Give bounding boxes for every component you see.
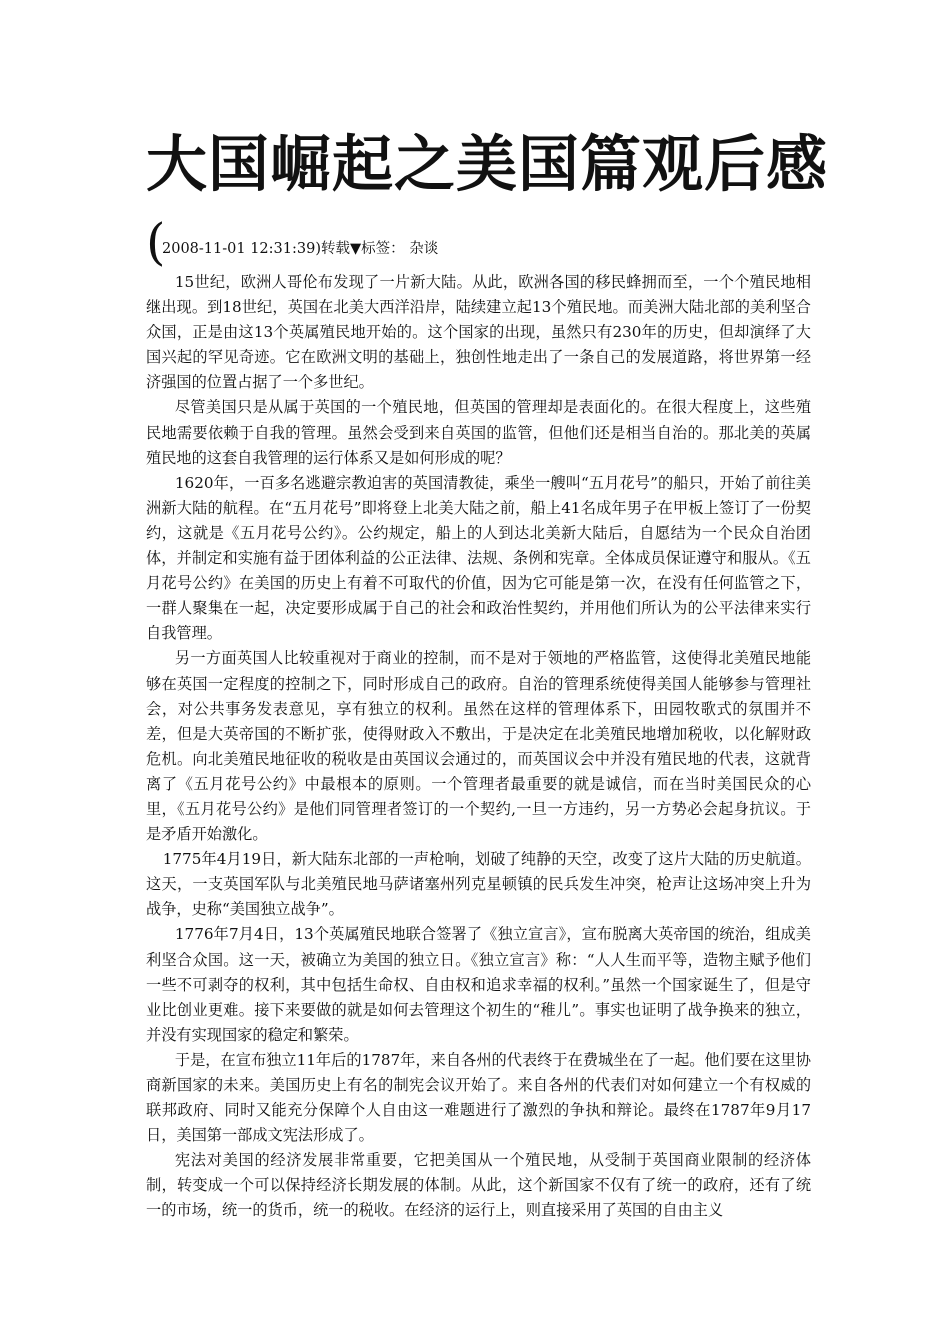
open-parenthesis: ( [146, 213, 166, 271]
post-date-and-tags: 2008-11-01 12:31:39)转载▼标签： 杂谈 [162, 241, 439, 257]
paragraph-6: 1776年7月4日，13个英属殖民地联合签署了《独立宣言》，宣布脱离大英帝国的统治，组成美利坚合众国。这一天，被确立为美国的独立日。《独立宣言》称：“人人生而平等，造物主赋予他们一些不可剥夺的权利，其中包括生命权、自由权和追求幸福的权利。”虽然一个国家诞生了，但是守业比创业更难。接下来要做的就是如何去管理这个初生的“稚儿”。事实也证明了战争换来的独立，并没有实现国家的稳定和繁荣。 [146, 925, 811, 1044]
page-title: 大国崛起之美国篇观后感 [146, 129, 829, 200]
paragraph-7: 于是，在宣布独立11年后的1787年，来自各州的代表终于在费城坐在了一起。他们要在这里协商新国家的未来。美国历史上有名的制宪会议开始了。来自各州的代表们对如何建立一个有权威的联邦政府、同时又能充分保障个人自由这一难题进行了激烈的争执和辩论。最终在1787年9月17日，美国第一部成文宪法形成了。 [146, 1050, 811, 1145]
paragraph-5: 1775年4月19日，新大陆东北部的一声枪响，划破了纯静的天空，改变了这片大陆的历史航道。这天，一支英国军队与北美殖民地马萨诸塞州列克星顿镇的民兵发生冲突，枪声让这场冲突上升为战争，史称“美国独立战争”。 [146, 850, 811, 919]
paragraph-4: 另一方面英国人比较重视对于商业的控制，而不是对于领地的严格监管，这使得北美殖民地能够在英国一定程度的控制之下，同时形成自己的政府。自治的管理系统使得美国人能够参与管理社会，对公共事务发表意见，享有独立的权利。虽然在这样的管理体系下，田园牧歌式的氛围并不差，但是大英帝国的不断扩张，使得财政入不敷出，于是决定在北美殖民地增加税收，以化解财政危机。向北美殖民地征收的税收是由英国议会通过的，而英国议会中并没有殖民地的代表，这就背离了《五月花号公约》中最根本的原则。一个管理者最重要的就是诚信，而在当时美国民众的心里，《五月花号公约》是他们同管理者签订的一个契约,一旦一方违约，另一方势必会起身抗议。于是矛盾开始激化。 [146, 649, 811, 844]
paragraph-3: 1620年，一百多名逃避宗教迫害的英国清教徒，乘坐一艘叫“五月花号”的船只，开始了前往美洲新大陆的航程。在“五月花号”即将登上北美大陆之前，船上41名成年男子在甲板上签订了一份契约，这就是《五月花号公约》。公约规定，船上的人到达北美新大陆后，自愿结为一个民众自治团体，并制定和实施有益于团体利益的公正法律、法规、条例和宪章。全体成员保证遵守和服从。《五月花号公约》在美国的历史上有着不可取代的价值，因为它可能是第一次，在没有任何监管之下，一群人聚集在一起，决定要形成属于自己的社会和政治性契约，并用他们所认为的公平法律来实行自我管理。 [146, 473, 811, 643]
paragraph-2: 尽管美国只是从属于英国的一个殖民地，但英国的管理却是表面化的。在很大程度上，这些殖民地需要依赖于自我的管理。虽然会受到来自英国的监管，但他们还是相当自治的。那北美的英属殖民地的这套自我管理的运行体系又是如何形成的呢？ [146, 398, 811, 467]
article-body [146, 270, 811, 1224]
post-meta [146, 212, 846, 272]
paragraph-1: 15世纪，欧洲人哥伦布发现了一片新大陆。从此，欧洲各国的移民蜂拥而至，一个个殖民地相继出现。到18世纪，英国在北美大西洋沿岸，陆续建立起13个殖民地。而美洲大陆北部的美利坚合众国，正是由这13个英属殖民地开始的。这个国家的出现，虽然只有230年的历史，但却演绎了大国兴起的罕见奇迹。它在欧洲文明的基础上，独创性地走出了一条自己的发展道路，将世界第一经济强国的位置占据了一个多世纪。 [146, 273, 811, 392]
paragraph-8: 宪法对美国的经济发展非常重要，它把美国从一个殖民地，从受制于英国商业限制的经济体制，转变成一个可以保持经济长期发展的体制。从此，这个新国家不仅有了统一的政府，还有了统一的市场，统一的货币，统一的税收。在经济的运行上，则直接采用了英国的自由主义 [146, 1151, 811, 1220]
